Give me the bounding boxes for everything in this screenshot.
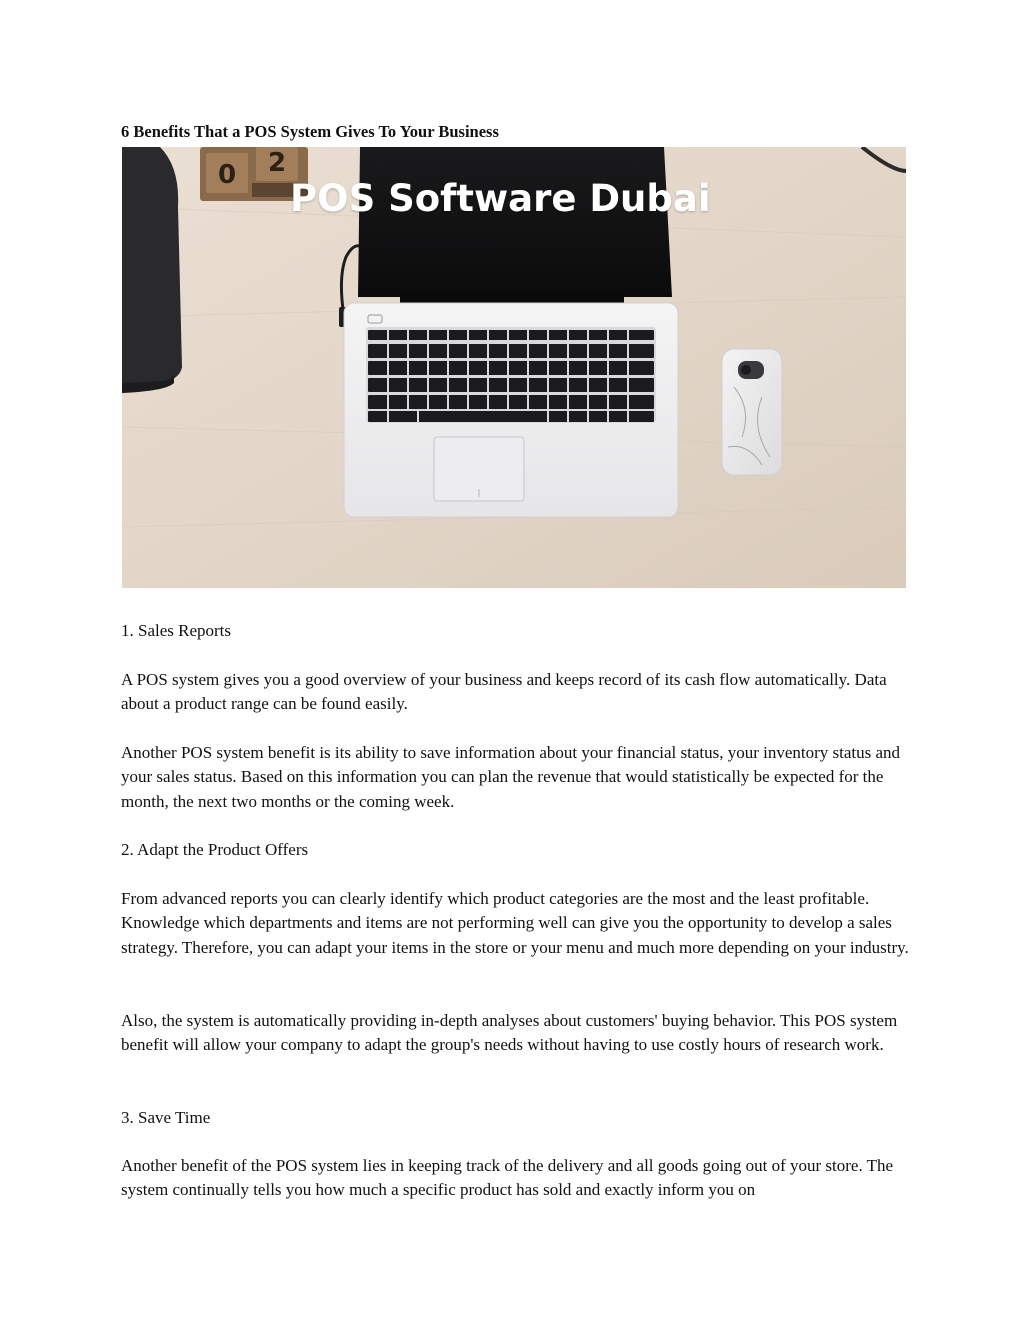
phone [722,349,782,475]
paragraph: A POS system gives you a good overview of your business and keeps record of its cash flow automatically. Data about a product range can be found easily. [121,670,887,714]
paragraph: From advanced reports you can clearly identify which product categories are the most and the least profitable. Knowledge which departments and items are not performing well can give you the opportunity to develop a sales strategy. Therefore, you can adapt your items in the store or your menu and much more depending on your industry. [121,889,909,957]
svg-text:2: 2 [267,148,287,178]
section-heading: 2. Adapt the Product Offers [121,840,309,859]
section-heading: 1. Sales Reports [121,621,232,640]
keyboard [366,327,656,423]
paragraph: Also, the system is automatically providing in-depth analyses about customers' buying behavior. This POS system benefit will allow your company to adapt the group's needs without having to use costly hours of research work. [121,1011,898,1055]
hero-image [122,147,906,588]
hero-caption: POS Software Dubai [290,177,711,220]
paragraph: Another POS system benefit is its ability to save information about your financial status, your inventory status and your sales status. Based on this information you can plan the revenue that would statistically be expected for the month, the next two months or the coming week. [121,743,901,811]
section-heading: 3. Save Time [121,1108,211,1127]
paragraph: Another benefit of the POS system lies in keeping track of the delivery and all goods going out of your store. The system continually tells you how much a specific product has sold and exactly inform you on [121,1156,894,1200]
document-title: 6 Benefits That a POS System Gives To Your Business [121,122,499,141]
svg-text:0: 0 [217,160,237,190]
